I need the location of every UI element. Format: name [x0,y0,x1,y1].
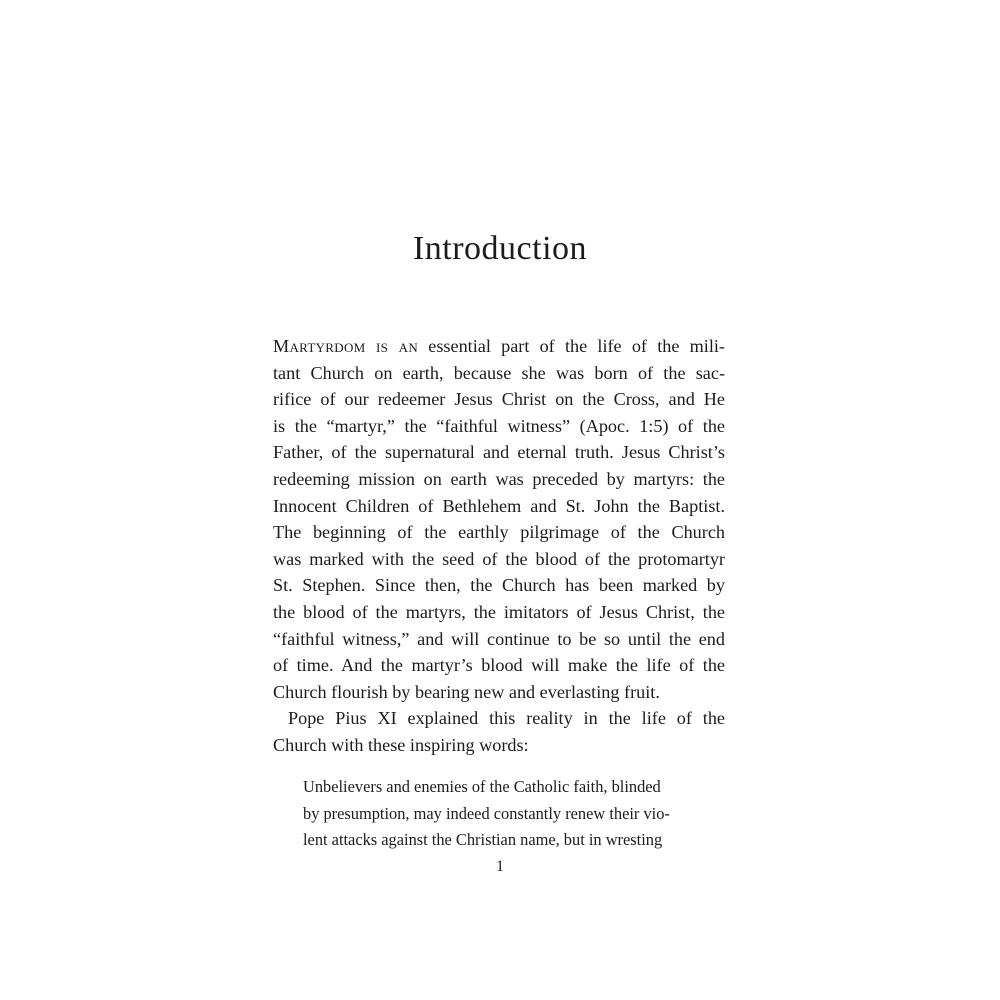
paragraph-1-line: St. Stephen. Since then, the Church has been marked by [273,575,725,596]
quote-line: by presumption, may indeed constantly renew their vio- [303,803,670,823]
small-caps-lead: Martyrdom is an [273,336,419,356]
page-number: 1 [496,858,504,875]
block-quote [303,774,695,854]
paragraph-1-line: Father, of the supernatural and eternal truth. Jesus Christ’s [273,442,725,463]
paragraph-1-line-1-rest: essential part of the life of the mili- [428,336,725,356]
paragraph-1-line: is the “martyr,” the “faithful witness” (Apoc. 1:5) of the [273,415,725,436]
paragraph-1-line: tant Church on earth, because she was born of the sac- [273,362,725,383]
paragraph-1-line: Innocent Children of Bethlehem and St. John the Baptist. [273,495,725,516]
paragraph-1-line: was marked with the seed of the blood of the protomartyr [273,548,725,569]
chapter-title: Introduction [412,230,588,267]
paragraph-1-line-1 [273,333,725,360]
paragraph-1-line: the blood of the martyrs, the imitators of Jesus Christ, the [273,601,725,622]
paragraph-1-line: rifice of our redeemer Jesus Christ on the Cross, and He [273,389,725,410]
paragraph-1-line: “faithful witness,” and will continue to be so until the end [273,628,725,649]
quote-line: lent attacks against the Christian name, but in wresting [303,830,663,849]
paragraph-1-line: The beginning of the earthly pilgrimage of the Church [273,522,725,543]
paragraph-1-line: redeeming mission on earth was preceded by martyrs: the [273,468,725,489]
quote-line: Unbelievers and enemies of the Catholic faith, blinded [303,777,661,796]
paragraph-1-last-line: Church flourish by bearing new and everlasting fruit. [273,681,660,702]
paragraph-2-last-line: Church with these inspiring words: [273,734,529,755]
paragraph-2-line: Pope Pius XI explained this reality in the life of the [288,708,725,729]
body-text [273,333,725,759]
paragraph-1-line: of time. And the martyr’s blood will make the life of the [273,655,725,676]
